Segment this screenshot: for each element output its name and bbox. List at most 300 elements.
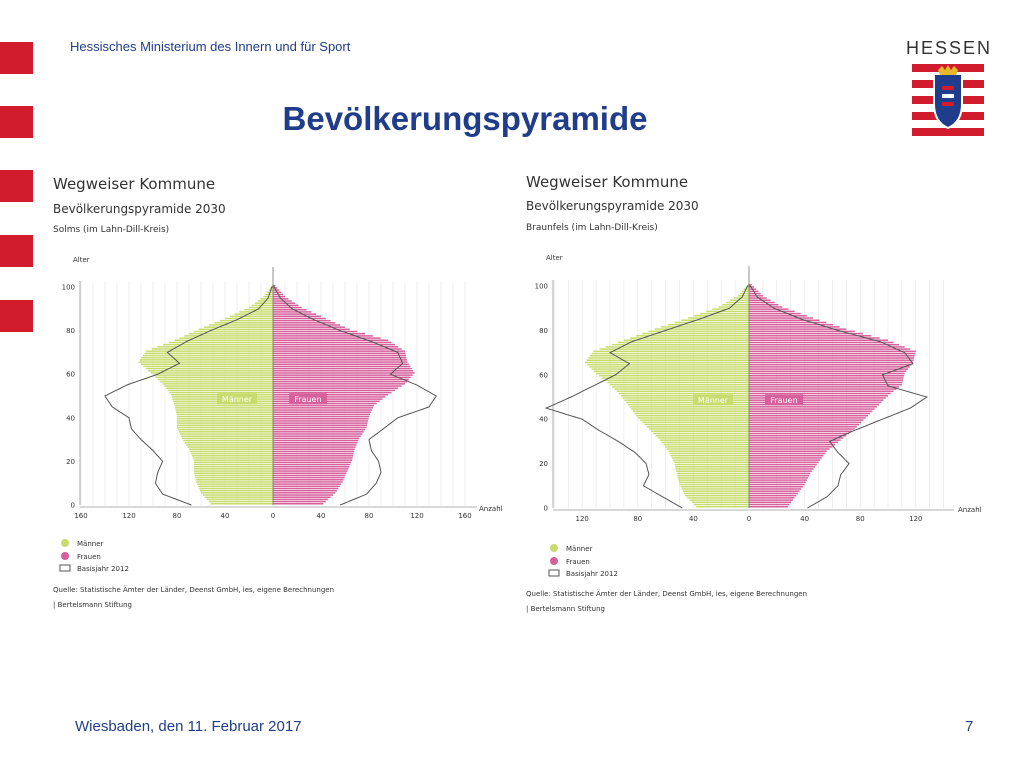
frauen-bar: [749, 284, 752, 286]
maenner-bar: [589, 366, 749, 368]
chart-brand: Wegweiser Kommune: [53, 175, 216, 193]
maenner-bar: [148, 370, 273, 372]
y-tick-label: 80: [539, 326, 548, 335]
maenner-bar: [688, 317, 749, 319]
frauen-bar: [273, 392, 392, 394]
frauen-bar: [273, 499, 328, 501]
maenner-bar: [204, 326, 273, 328]
ministry-name: Hessisches Ministerium des Innern und für Sport: [70, 39, 351, 54]
frauen-bar: [749, 444, 835, 446]
frauen-bar: [273, 383, 405, 385]
frauen-bar: [749, 351, 916, 353]
maenner-bar: [667, 448, 749, 450]
frauen-bar: [749, 484, 805, 486]
frauen-bar: [749, 431, 852, 433]
maenner-bar: [177, 416, 273, 418]
frauen-bar: [273, 366, 410, 368]
frauen-bar: [749, 417, 866, 419]
frauen-bar: [749, 377, 904, 379]
maenner-bar: [644, 424, 749, 426]
frauen-bar: [749, 311, 795, 313]
maenner-bar: [201, 492, 273, 494]
y-tick-label: 60: [66, 370, 75, 379]
maenner-bar: [153, 374, 273, 376]
maenner-bar: [694, 315, 749, 317]
frauen-bar: [273, 442, 357, 444]
frauen-bar: [273, 405, 374, 407]
maenner-bar: [196, 481, 273, 483]
maenner-bar: [638, 417, 749, 419]
pyramid-chart-solms: [45, 160, 515, 630]
frauen-bar: [749, 348, 910, 350]
maenner-bar: [674, 462, 749, 464]
maenner-bar: [195, 477, 273, 479]
y-tick-label: 100: [534, 282, 548, 291]
maenner-bar: [178, 429, 273, 431]
maenner-bar: [592, 368, 749, 370]
maenner-bar: [203, 494, 273, 496]
frauen-bar: [273, 407, 373, 409]
maenner-bar: [634, 413, 749, 415]
maenner-bar: [694, 504, 749, 506]
frauen-bar: [749, 442, 838, 444]
maenner-bar: [185, 442, 273, 444]
maenner-bar: [194, 472, 273, 474]
slide-title: Bevölkerungspyramide: [282, 100, 648, 137]
frauen-bar: [273, 479, 344, 481]
maenner-bar: [168, 390, 273, 392]
chart-subtitle: Solms (im Lahn-Dill-Kreis): [53, 225, 170, 235]
frauen-bar: [749, 346, 905, 348]
y-tick-label: 80: [66, 327, 75, 336]
frauen-bar: [273, 363, 409, 365]
maenner-bar: [200, 490, 273, 492]
maenner-bar: [712, 308, 749, 310]
basisjahr-outline: [105, 287, 436, 505]
maenner-bar: [175, 405, 273, 407]
maenner-series-label: Männer: [221, 394, 253, 404]
maenner-bar: [687, 497, 749, 499]
frauen-bar: [749, 382, 902, 384]
frauen-bar: [749, 493, 798, 495]
maenner-bar: [194, 470, 273, 472]
x-axis-label: Anzahl: [479, 505, 503, 513]
frauen-bar: [749, 393, 891, 395]
maenner-bar: [230, 316, 273, 318]
maenner-bar: [192, 455, 273, 457]
frauen-bar: [749, 495, 796, 497]
basisjahr-outline: [546, 286, 927, 508]
frauen-bar: [273, 501, 326, 503]
maenner-bar: [647, 426, 749, 428]
maenner-bar: [220, 320, 273, 322]
x-tick-label: 40: [688, 515, 698, 523]
maenner-bar: [685, 495, 749, 497]
maenner-bar: [677, 473, 749, 475]
maenner-bar: [141, 357, 273, 359]
plot-area: [62, 267, 477, 520]
frauen-bar: [749, 457, 822, 459]
frauen-bar: [273, 368, 412, 370]
maenner-bar: [692, 502, 749, 504]
maenner-bar: [678, 479, 749, 481]
frauen-bar: [273, 425, 367, 427]
maenner-bar: [718, 306, 749, 308]
frauen-bar: [749, 375, 904, 377]
maenner-bar: [683, 490, 749, 492]
maenner-bar: [146, 350, 273, 352]
maenner-bar: [674, 322, 749, 324]
frauen-bar: [273, 322, 335, 324]
frauen-bar: [273, 379, 409, 381]
green-circle-icon: [61, 539, 69, 547]
maenner-bar: [606, 346, 749, 348]
maenner-bar: [186, 444, 273, 446]
accent-tab: [0, 170, 33, 202]
maenner-bar: [144, 353, 273, 355]
maenner-bar: [656, 435, 749, 437]
frauen-bar: [749, 459, 820, 461]
maenner-bar: [182, 438, 273, 440]
frauen-bar: [749, 415, 868, 417]
maenner-bar: [164, 385, 273, 387]
maenner-bar: [629, 406, 749, 408]
frauen-bar: [749, 422, 861, 424]
frauen-bar: [749, 371, 906, 373]
maenner-bar: [630, 337, 749, 339]
frauen-bar: [749, 486, 803, 488]
frauen-bar: [749, 342, 894, 344]
x-tick-label: 40: [316, 512, 326, 520]
maenner-bar: [612, 344, 749, 346]
maenner-bar: [631, 408, 749, 410]
frauen-bar: [273, 475, 345, 477]
frauen-bar: [749, 455, 824, 457]
maenner-bar: [587, 364, 749, 366]
frauen-bar: [749, 462, 819, 464]
plot-area: [535, 266, 954, 523]
maenner-bar: [160, 381, 273, 383]
frauen-bar: [749, 464, 817, 466]
maenner-bar: [205, 496, 273, 498]
maenner-bar: [617, 391, 749, 393]
frauen-bar: [749, 446, 832, 448]
chart-title: Bevölkerungspyramide 2030: [526, 199, 699, 213]
maenner-bar: [669, 453, 749, 455]
maenner-bar: [680, 484, 750, 486]
frauen-bar: [749, 450, 827, 452]
frauen-bar: [273, 418, 369, 420]
maenner-bar: [209, 324, 273, 326]
legend-label: Männer: [566, 545, 593, 553]
maenner-bar: [682, 488, 749, 490]
frauen-bar: [273, 422, 368, 424]
maenner-bar: [675, 466, 749, 468]
frauen-bar: [273, 309, 307, 311]
frauen-bar: [749, 470, 812, 472]
x-tick-label: 80: [855, 515, 865, 523]
frauen-series-label: Frauen: [294, 394, 322, 404]
maenner-bar: [177, 414, 273, 416]
maenner-bar: [194, 462, 273, 464]
maenner-bar: [235, 313, 273, 315]
frauen-bar: [749, 306, 782, 308]
maenner-bar: [143, 366, 273, 368]
chart-subtitle: Braunfels (im Lahn-Dill-Kreis): [526, 223, 658, 233]
maenner-bar: [139, 361, 273, 363]
outline-rectangle-icon: [60, 565, 70, 571]
maenner-bar: [177, 427, 273, 429]
frauen-bar: [749, 468, 813, 470]
frauen-bar: [273, 361, 407, 363]
frauen-bar: [749, 497, 795, 499]
frauen-bar: [749, 315, 807, 317]
frauen-bar: [749, 426, 857, 428]
frauen-bar: [273, 433, 362, 435]
maenner-bar: [199, 329, 273, 331]
frauen-bar: [273, 492, 335, 494]
maenner-bar: [214, 322, 273, 324]
maenner-bar: [593, 351, 749, 353]
maenner-bar: [195, 475, 273, 477]
frauen-bar: [749, 411, 872, 413]
frauen-bar: [273, 451, 354, 453]
maenner-bar: [177, 420, 273, 422]
frauen-bar: [273, 305, 298, 307]
accent-tab: [0, 300, 33, 332]
frauen-bar: [273, 490, 337, 492]
frauen-bar: [749, 477, 808, 479]
frauen-bar: [273, 483, 341, 485]
maenner-bar: [700, 313, 749, 315]
frauen-bar: [273, 488, 338, 490]
frauen-bar: [273, 387, 398, 389]
maenner-bar: [151, 372, 273, 374]
frauen-bar: [273, 353, 405, 355]
frauen-bar: [273, 311, 311, 313]
frauen-bar: [749, 408, 875, 410]
maenner-bar: [684, 493, 749, 495]
maenner-bar: [592, 353, 749, 355]
legend-label: Männer: [77, 540, 104, 548]
frauen-bar: [273, 438, 359, 440]
frauen-bar: [273, 440, 358, 442]
chart-brand: Wegweiser Kommune: [526, 173, 689, 191]
frauen-bar: [273, 414, 370, 416]
frauen-bar: [749, 344, 899, 346]
legend-label: Basisjahr 2012: [77, 565, 129, 573]
frauen-bar: [273, 444, 357, 446]
publisher-note: | Bertelsmann Stiftung: [53, 601, 132, 609]
frauen-bar: [749, 473, 810, 475]
frauen-bar: [273, 464, 350, 466]
frauen-bar: [749, 368, 908, 370]
maenner-bar: [141, 363, 273, 365]
x-tick-label: 80: [633, 515, 643, 523]
maenner-bar: [614, 388, 749, 390]
frauen-bar: [273, 503, 323, 505]
maenner-bar: [190, 451, 273, 453]
maenner-bar: [176, 409, 273, 411]
maenner-bar: [157, 346, 273, 348]
x-tick-label: 160: [458, 512, 472, 520]
frauen-bar: [749, 506, 788, 508]
maenner-bar: [183, 440, 273, 442]
pyramid-chart-svg: [518, 160, 988, 630]
maenner-bar: [660, 439, 749, 441]
frauen-bar: [273, 453, 354, 455]
maenner-bar: [176, 411, 273, 413]
frauen-bar: [273, 435, 361, 437]
maenner-bar: [612, 386, 749, 388]
y-tick-label: 40: [539, 415, 548, 424]
frauen-bar: [273, 302, 295, 304]
frauen-bar: [749, 504, 790, 506]
frauen-bar: [273, 472, 346, 474]
maenner-bar: [155, 377, 273, 379]
y-tick-label: 40: [66, 414, 75, 423]
maenner-bar: [194, 331, 273, 333]
x-tick-label: 0: [746, 515, 752, 523]
maenner-bar: [677, 475, 749, 477]
frauen-bar: [273, 357, 406, 359]
frauen-bar: [273, 316, 321, 318]
frauen-bar: [749, 357, 914, 359]
maenner-bar: [163, 383, 273, 385]
y-tick-label: 100: [61, 283, 75, 292]
maenner-bar: [249, 307, 273, 309]
source-note: Quelle: Statistische Ämter der Länder, Deenst GmbH, ies, eigene Berechnungen: [526, 590, 808, 598]
frauen-bar: [749, 490, 800, 492]
frauen-bar: [273, 496, 331, 498]
maenner-bar: [194, 464, 273, 466]
maenner-bar: [211, 503, 273, 505]
frauen-bar: [749, 366, 910, 368]
outline-rectangle-icon: [549, 570, 559, 576]
x-tick-label: 120: [410, 512, 424, 520]
maenner-bar: [681, 486, 749, 488]
maenner-bar: [681, 320, 749, 322]
maenner-bar: [722, 304, 749, 306]
maenner-bar: [193, 457, 273, 459]
frauen-bar: [749, 308, 788, 310]
frauen-bar: [749, 406, 877, 408]
pink-circle-icon: [61, 552, 69, 560]
maenner-bar: [726, 302, 749, 304]
maenner-bar: [599, 375, 749, 377]
legend-label: Frauen: [77, 553, 101, 561]
maenner-bar: [585, 362, 749, 364]
page-number: 7: [965, 718, 974, 735]
frauen-bar: [749, 391, 894, 393]
frauen-bar: [273, 320, 331, 322]
y-tick-label: 20: [66, 457, 75, 466]
maenner-bar: [640, 419, 749, 421]
frauen-bar: [273, 459, 352, 461]
frauen-bar: [749, 353, 915, 355]
maenner-bar: [188, 446, 273, 448]
pyramid-chart-braunfels: [518, 160, 988, 630]
frauen-bar: [749, 339, 888, 341]
frauen-bar: [273, 340, 388, 342]
maenner-bar: [140, 359, 273, 361]
maenner-bar: [663, 444, 749, 446]
y-axis-label: Alter: [73, 256, 90, 264]
maenner-bar: [594, 371, 749, 373]
frauen-bar: [749, 428, 855, 430]
maenner-bar: [209, 501, 273, 503]
frauen-bar: [273, 346, 398, 348]
y-axis-label: Alter: [546, 254, 563, 262]
maenner-bar: [198, 486, 273, 488]
frauen-bar: [749, 300, 771, 302]
frauen-bar: [749, 439, 841, 441]
maenner-bar: [199, 488, 273, 490]
maenner-bar: [674, 464, 749, 466]
maenner-bar: [662, 442, 749, 444]
maenner-bar: [696, 506, 749, 508]
maenner-bar: [207, 499, 273, 501]
maenner-bar: [225, 318, 273, 320]
frauen-bar: [749, 379, 903, 381]
maenner-bar: [653, 433, 749, 435]
maenner-bar: [602, 377, 749, 379]
y-tick-label: 20: [539, 460, 548, 469]
maenner-bar: [678, 477, 749, 479]
frauen-bar: [749, 359, 914, 361]
frauen-bar: [273, 390, 395, 392]
maenner-bar: [642, 422, 749, 424]
frauen-bar: [273, 318, 326, 320]
frauen-bar: [273, 377, 411, 379]
frauen-bar: [273, 307, 302, 309]
frauen-bar: [749, 502, 791, 504]
frauen-bar: [273, 313, 316, 315]
frauen-bar: [273, 370, 413, 372]
maenner-bar: [196, 479, 273, 481]
frauen-bar: [749, 362, 913, 364]
frauen-bar: [749, 320, 820, 322]
maenner-bar: [665, 446, 749, 448]
frauen-bar: [273, 348, 402, 350]
frauen-series-label: Frauen: [770, 395, 798, 405]
y-tick-label: 0: [543, 504, 548, 513]
maenner-bar: [587, 359, 749, 361]
maenner-bar: [146, 368, 273, 370]
frauen-bar: [749, 302, 775, 304]
publisher-note: | Bertelsmann Stiftung: [526, 605, 605, 613]
source-note: Quelle: Statistische Ämter der Länder, Deenst GmbH, ies, eigene Berechnungen: [53, 586, 335, 594]
maenner-bar: [177, 422, 273, 424]
frauen-bar: [273, 462, 351, 464]
frauen-bar: [749, 433, 849, 435]
frauen-bar: [273, 427, 367, 429]
maenner-bar: [194, 466, 273, 468]
frauen-bar: [749, 499, 793, 501]
maenner-bar: [679, 482, 749, 484]
maenner-bar: [649, 428, 749, 430]
frauen-bar: [749, 437, 844, 439]
frauen-bar: [273, 477, 345, 479]
pyramid-chart-svg: [45, 160, 515, 630]
frauen-bar: [273, 416, 369, 418]
logo-wordmark: HESSEN: [906, 38, 993, 58]
maenner-bar: [610, 384, 749, 386]
frauen-bar: [273, 411, 371, 413]
maenner-bar: [179, 431, 273, 433]
frauen-bar: [749, 388, 896, 390]
maenner-bar: [633, 411, 749, 413]
